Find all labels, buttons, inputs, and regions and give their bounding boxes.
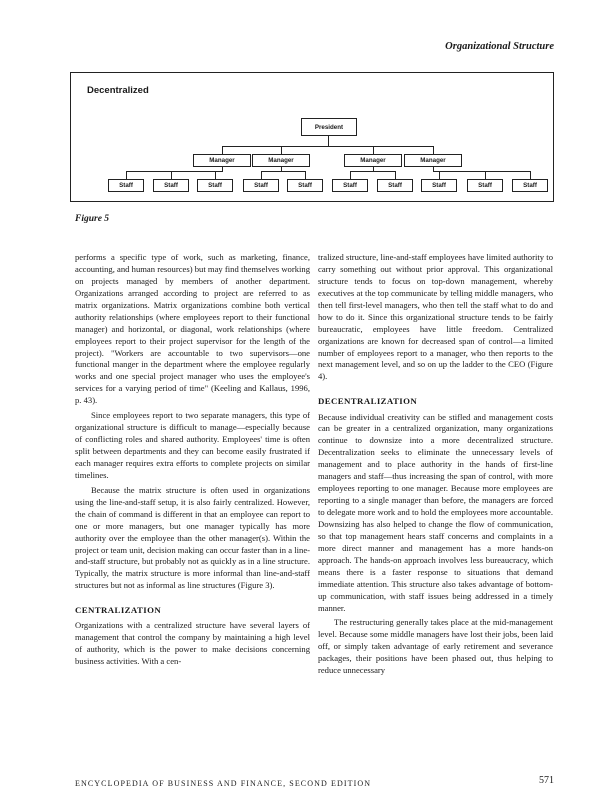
staff-box: Staff	[287, 179, 323, 192]
connector-s1	[126, 171, 127, 179]
connector-m1-bar	[126, 171, 223, 172]
staff-box: Staff	[467, 179, 503, 192]
paragraph: Since employees report to two separate managers, this type of organizational structure is difficult to manage—especially because of conflicting roles and shared authority. Employees' time is often split between departments and they can become easily frustrated if each manager requires extra efforts to complete projects on similar timelines.	[75, 410, 310, 480]
paragraph: Organizations with a centralized structure have several layers of management that control the company by maintaining a high level of authority, which is the power to make decisions concerning business activities. With a cen-	[75, 620, 310, 667]
staff-box: Staff	[153, 179, 189, 192]
paragraph: Because the matrix structure is often used in organizations using the line-and-staff setup, it is also fairly centralized. However, the chain of command is different in that an employee can report to one or more managers, but one manager typically has more authority over the employee than the other manager(s). Within the project or team unit, decision making can occur faster than in a line-and-staff structure, but probably not as quickly as in a line structure. Typically, the matrix structure is more informal than line-and-staff structures but not as informal as line structures (Figure 3).	[75, 484, 310, 591]
connector-president-down	[328, 136, 329, 146]
connector-s6	[350, 171, 351, 179]
footer-publication-title: ENCYCLOPEDIA OF BUSINESS AND FINANCE, SECOND EDITION	[75, 779, 372, 788]
connector-manager-4	[433, 146, 434, 154]
paragraph: The restructuring generally takes place at the mid-management level. Because some middle managers have lost their jobs, been laid off, or simply taken advantage of early retirement and severance packages, their positions have been phased out, thus helping to reduce unnecessary	[318, 617, 553, 676]
connector-s3	[215, 171, 216, 179]
connector-s9	[485, 171, 486, 179]
staff-box: Staff	[197, 179, 233, 192]
connector-manager-2	[281, 146, 282, 154]
staff-box: Staff	[377, 179, 413, 192]
staff-box: Staff	[512, 179, 548, 192]
connector-s2	[171, 171, 172, 179]
connector-manager-3	[373, 146, 374, 154]
manager-box: Manager	[193, 154, 251, 167]
connector-m3-bar	[350, 171, 396, 172]
running-head: Organizational Structure	[445, 41, 554, 52]
staff-box: Staff	[243, 179, 279, 192]
manager-box: Manager	[404, 154, 462, 167]
connector-s4	[261, 171, 262, 179]
page-number: 571	[539, 775, 554, 786]
staff-box: Staff	[332, 179, 368, 192]
connector-s7	[395, 171, 396, 179]
org-chart-figure	[70, 72, 554, 202]
paragraph: tralized structure, line-and-staff employees have limited authority to carry something out without prior approval. This organizational structure tends to focus on top-down management, whereby executives at the top communicate by telling middle managers, who then tell first-level managers, who then tell the staff what to do and how to do it. Since this organizational structure tends to be fairly bureaucratic, employees have little freedom. Centralized organizations are known for decreased span of control—a limited number of employees report to a manager, who then reports to the next management level, and so on up the ladder to the CEO (Figure 4).	[318, 252, 553, 382]
staff-box: Staff	[108, 179, 144, 192]
paragraph: performs a specific type of work, such as marketing, finance, accounting, and human resources) but may find themselves working on projects managed by members of another department. Organizations arranged according to project are referred to as matrix organizations. Matrix organizations combine both vertical authority relationships (where employees report to their functional manager) and horizontal, or diagonal, work relationships (where employees report to their project supervisor for the length of the project). "Workers are accountable to two supervisors—one functional manger in the department where the employee regularly works and one special project manager who uses the employee's services for a varying period of time" (Keeling and Kallaus, 1996, p. 43).	[75, 252, 310, 406]
staff-box: Staff	[421, 179, 457, 192]
president-box: President	[301, 118, 357, 136]
left-column	[75, 252, 310, 668]
connector-s5	[305, 171, 306, 179]
section-heading-centralization: CENTRALIZATION	[75, 605, 162, 616]
connector-manager-bar	[222, 146, 434, 147]
figure-title: Decentralized	[87, 85, 149, 96]
figure-caption: Figure 5	[75, 214, 110, 224]
manager-box: Manager	[252, 154, 310, 167]
connector-m2-bar	[261, 171, 306, 172]
connector-m4-bar	[433, 171, 531, 172]
manager-box: Manager	[344, 154, 402, 167]
connector-manager-1	[222, 146, 223, 154]
connector-s8	[439, 171, 440, 179]
paragraph: Because individual creativity can be stifled and management costs can be greater in a centralized organization, many organizations continue to downsize into a more decentralized structure. Decentralization seeks to eliminate the unnecessary levels of management and to place authority in the hands of first-line managers and staff—thus increasing the span of control, with more employees reporting to one manager. Because more employees are reporting to a single manager than before, the managers are forced to delegate more work and to hold the employees more accountable. Downsizing has also helped to change the flow of communication, so that top management hears staff concerns and complaints in a more direct manner and management has a more hands-on approach. The hands-on approach involves less bureaucracy, which means there is a faster response to situations that demand immediate attention. This structure also takes advantage of bottom-up communication, with staff issues being addressed in a timely manner.	[318, 411, 553, 613]
section-heading-decentralization: DECENTRALIZATION	[318, 396, 418, 407]
connector-s10	[530, 171, 531, 179]
right-column	[318, 252, 553, 677]
